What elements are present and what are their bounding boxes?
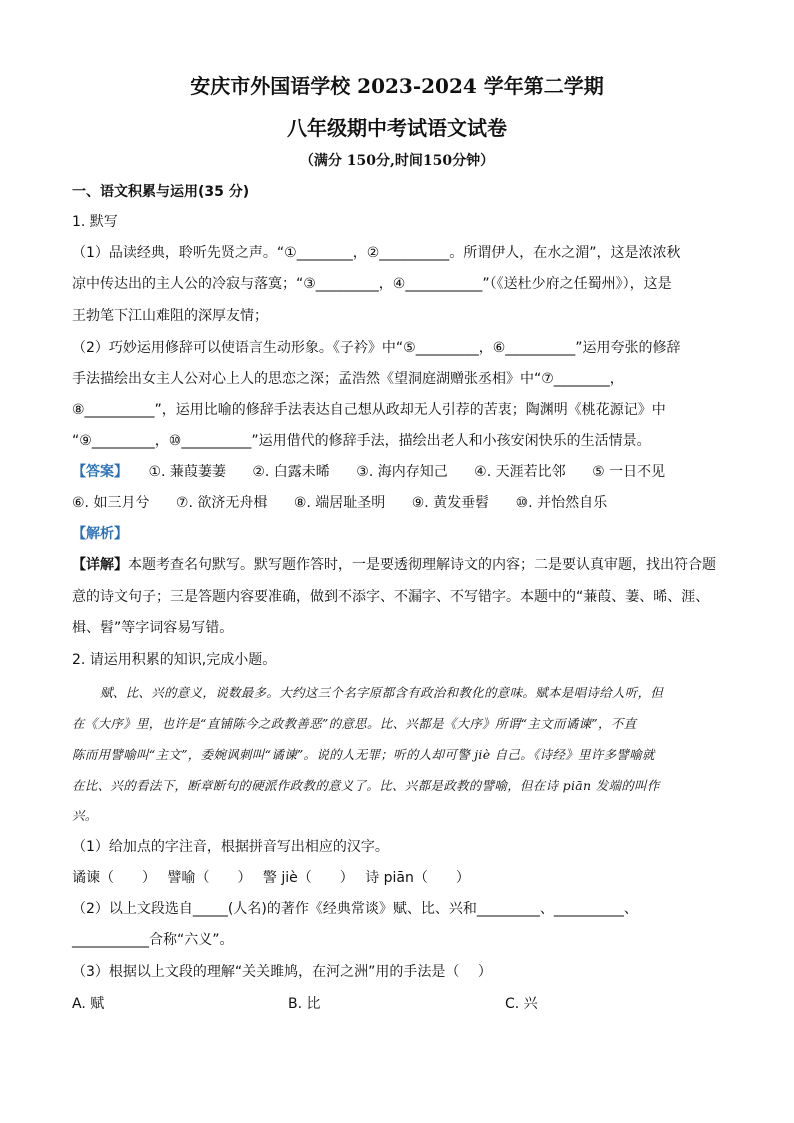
exam-title: 安庆市外国语学校 2023-2024 学年第二学期 bbox=[190, 74, 604, 98]
question-1-line: 王勃笔下江山难阻的深厚友情； bbox=[72, 308, 268, 324]
sub-question-1-items: 谲谏（ ） 譬喻（ ） 警 jiè（ ） 诗 piān（ ） bbox=[72, 870, 470, 886]
answer-item: ③. 海内存知己 bbox=[356, 464, 448, 480]
question-1-line: （1）品读经典，聆听先贤之声。“①________，②__________。所谓伊人，在水之湄”，这是浓浓秋 bbox=[72, 245, 681, 261]
choice-b: B. 比 bbox=[288, 996, 321, 1012]
passage-line: 在《大序》里，也许是“直铺陈今之政教善恶”的意思。比、兴都是《大序》所谓“主文而谲谏”，不直 bbox=[72, 716, 637, 731]
answer-item: ④. 天涯若比邻 bbox=[474, 464, 566, 480]
analysis-tag: 【解析】 bbox=[72, 526, 128, 542]
sub-question-2: （2）以上文段选自_____(人名)的著作《经典常谈》赋、比、兴和_________、__________、 bbox=[72, 901, 638, 917]
passage-line: 兴。 bbox=[72, 808, 98, 823]
question-1-label: 1. 默写 bbox=[72, 214, 118, 230]
passage-line: 赋、比、兴的意义，说数最多。大约这三个名字原都含有政治和教化的意味。赋本是唱诗给人听，但 bbox=[100, 685, 664, 700]
analysis-line: 意的诗文句子；三是答题内容要准确，做到不添字、不漏字、不写错字。本题中的“蒹葭、萋、晞、涯、 bbox=[72, 589, 710, 605]
answer-item: ⑦. 欲济无舟楫 bbox=[175, 495, 268, 511]
sub-question-3: （3）根据以上文段的理解“关关雎鸠，在河之洲”用的手法是（ ） bbox=[72, 964, 492, 980]
sub-question-2: ___________合称“六义”。 bbox=[72, 932, 234, 948]
answer-row bbox=[72, 462, 665, 482]
answer-tag: 【答案】 bbox=[72, 464, 128, 480]
answer-item: ⑧. 端居耻圣明 bbox=[293, 495, 386, 511]
answer-item: ⑥. 如三月兮 bbox=[72, 495, 150, 511]
sub-question-1: （1）给加点的字注音，根据拼音写出相应的汉字。 bbox=[72, 839, 389, 855]
choice-a: A. 赋 bbox=[72, 996, 105, 1012]
question-1-line: 凉中传达出的主人公的冷寂与落寞；“③_________，④___________”（《送杜少府之任蜀州》），这是 bbox=[72, 276, 672, 292]
question-1-line: （2）巧妙运用修辞可以使语言生动形象。《子衿》中“⑤_________，⑥__________”运用夸张的修辞 bbox=[72, 340, 681, 356]
question-1-line: ⑧__________”，运用比喻的修辞手法表达自己想从政却无人引荐的苦衷；陶渊明《桃花源记》中 bbox=[72, 402, 666, 418]
answer-item: ⑨. 黄发垂髫 bbox=[411, 495, 490, 511]
exam-score-time: （满分 150分,时间150分钟） bbox=[299, 153, 495, 169]
question-1-line: 手法描绘出女主人公对心上人的思恋之深；孟浩然《望洞庭湖赠张丞相》中“⑦________， bbox=[72, 371, 624, 387]
exam-subtitle-title: 八年级期中考试语文试卷 bbox=[287, 116, 507, 140]
question-2-label: 2. 请运用积累的知识,完成小题。 bbox=[72, 652, 277, 668]
analysis-text: 本题考查名句默写。默写题作答时，一是要透彻理解诗文的内容；二是要认真审题，找出符合题 bbox=[128, 557, 716, 573]
detail-tag: 【详解】 bbox=[72, 557, 128, 573]
answer-item: ⑤ 一日不见 bbox=[592, 464, 666, 480]
passage-line: 陈而用譬喻叫“主文”，委婉讽刺叫“谲谏”。说的人无罪；听的人却可警 jiè 自己。《诗经》里许多譬喻就 bbox=[72, 747, 655, 762]
section-heading: 一、语文积累与运用(35 分) bbox=[72, 184, 250, 200]
answer-item: ⑩. 并怡然自乐 bbox=[515, 495, 608, 511]
answer-item: ②. 白露未晞 bbox=[252, 464, 330, 480]
analysis-line bbox=[72, 555, 716, 575]
answer-row bbox=[72, 493, 607, 513]
answer-item: ①. 蒹葭萋萋 bbox=[148, 464, 226, 480]
analysis-line: 楫、髫”等字词容易写错。 bbox=[72, 620, 234, 636]
choice-c: C. 兴 bbox=[505, 996, 538, 1012]
passage-line: 在比、兴的看法下，断章断句的硬派作政教的意义了。比、兴都是政教的譬喻，但在诗 piān 发端的叫作 bbox=[72, 778, 660, 793]
question-1-line: “⑨_________，⑩__________”运用借代的修辞手法，描绘出老人和小孩安闲快乐的生活情景。 bbox=[72, 433, 651, 449]
